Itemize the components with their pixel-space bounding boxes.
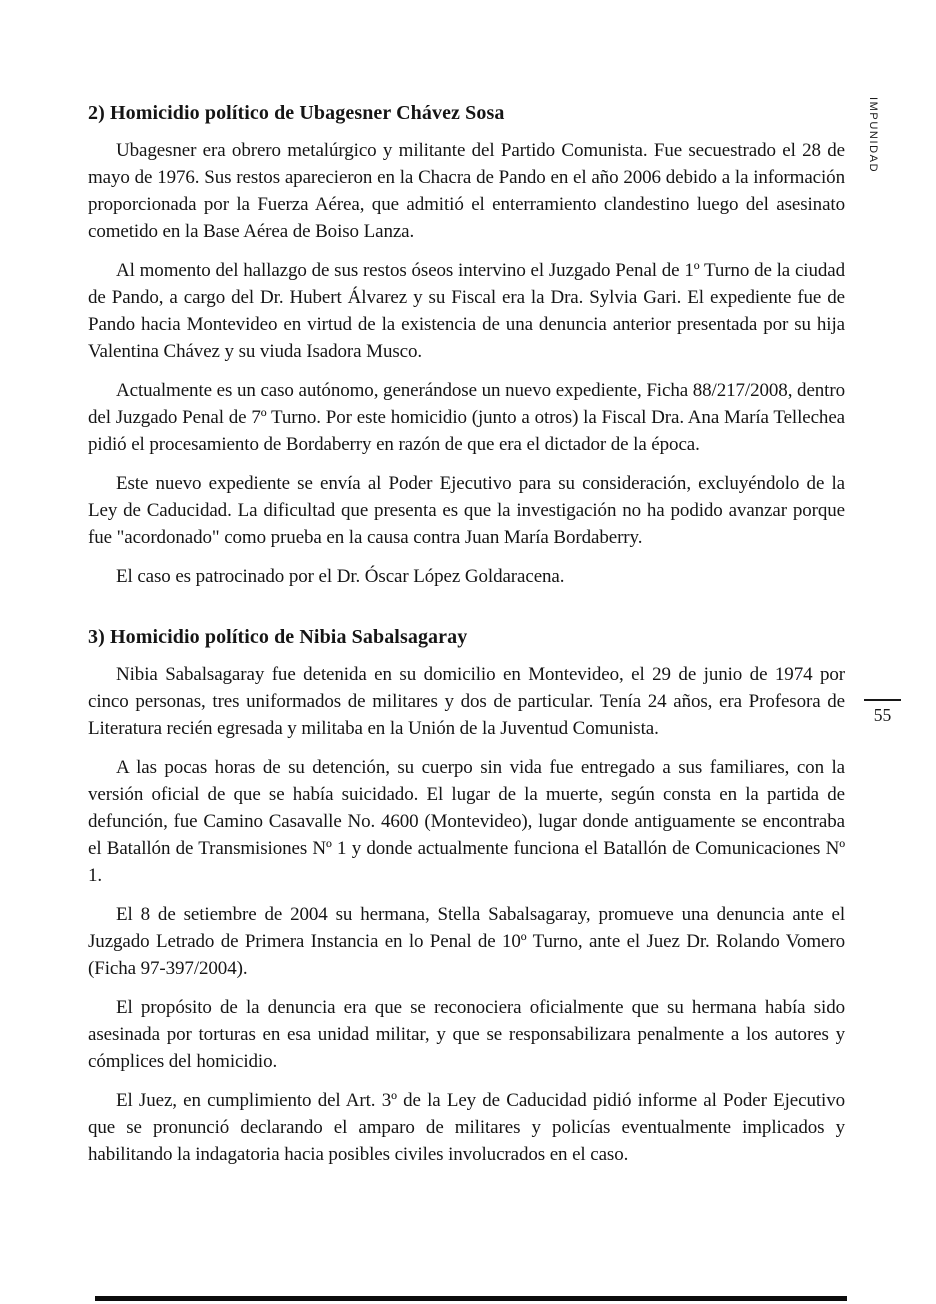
paragraph: Este nuevo expediente se envía al Poder Ejecutivo para su consideración, excluyéndolo de la Ley de Caducidad. La dificultad que presenta es que la investigación no ha podido avanzar porque fue "acordonado" como prueba en la causa contra Juan María Bordaberry. [88, 473, 845, 548]
paragraph: Al momento del hallazgo de sus restos óseos intervino el Juzgado Penal de 1º Turno de la ciudad de Pando, a cargo del Dr. Hubert Álvarez y su Fiscal era la Dra. Sylvia Gari. El expediente fue de Pando hacia Montevideo en virtud de la existencia de una denuncia anterior presentada por su hija Valentina Chávez y su viuda Isadora Musco. [88, 260, 845, 362]
paragraph: El 8 de setiembre de 2004 su hermana, Stella Sabalsagaray, promueve una denuncia ante el Juzgado Letrado de Primera Instancia en lo Penal de 10º Turno, ante el Juez Dr. Rolando Vomero (Ficha 97-397/2004). [88, 904, 845, 979]
paragraph: Actualmente es un caso autónomo, generándose un nuevo expediente, Ficha 88/217/2008, dentro del Juzgado Penal de 7º Turno. Por este homicidio (junto a otros) la Fiscal Dra. Ana María Tellechea pidió el procesamiento de Bordaberry en razón de que era el dictador de la época. [88, 380, 845, 455]
text-block [88, 100, 845, 1168]
paragraph: Nibia Sabalsagaray fue detenida en su domicilio en Montevideo, el 29 de junio de 1974 por cinco personas, tres uniformados de militares y dos de particular. Tenía 24 años, era Profesora de Literatura recién egresada y militaba en la Unión de la Juventud Comunista. [88, 664, 845, 739]
paragraph: A las pocas horas de su detención, su cuerpo sin vida fue entregado a sus familiares, con la versión oficial de que se había suicidado. El lugar de la muerte, según consta en la partida de defunción, fue Camino Casavalle No. 4600 (Montevideo), lugar donde antiguamente se encontraba el Batallón de Transmisiones Nº 1 y donde actualmente funciona el Batallón de Comunicaciones Nº 1. [88, 757, 845, 886]
section-heading: 2) Homicidio político de Ubagesner Chávez Sosa [88, 102, 505, 124]
footer-rule [95, 1296, 847, 1301]
paragraph: El propósito de la denuncia era que se reconociera oficialmente que su hermana había sido asesinada por torturas en esa unidad militar, y que se responsabilizara penalmente a los autores y cómplices del homicidio. [88, 997, 845, 1072]
paragraph: Ubagesner era obrero metalúrgico y militante del Partido Comunista. Fue secuestrado el 28 de mayo de 1976. Sus restos aparecieron en la Chacra de Pando en el año 2006 debido a la información proporcionada por la Fuerza Aérea, que admitió el enterramiento clandestino luego del asesinato cometido en la Base Aérea de Boiso Lanza. [88, 140, 845, 242]
page-number: 55 [864, 699, 901, 726]
paragraph: El Juez, en cumplimiento del Art. 3º de la Ley de Caducidad pidió informe al Poder Ejecutivo que se pronunció declarando el amparo de militares y policías eventualmente implicados y habilitando la indagatoria hacia posibles civiles involucrados en el caso. [88, 1090, 845, 1165]
paragraph: El caso es patrocinado por el Dr. Óscar López Goldaracena. [116, 566, 565, 587]
section-nibia-sabalsagaray [88, 624, 845, 1168]
section-heading: 3) Homicidio político de Nibia Sabalsagaray [88, 626, 468, 648]
margin-label: IMPUNIDAD [867, 97, 879, 174]
section-ubagesner-chavez-sosa [88, 100, 845, 590]
